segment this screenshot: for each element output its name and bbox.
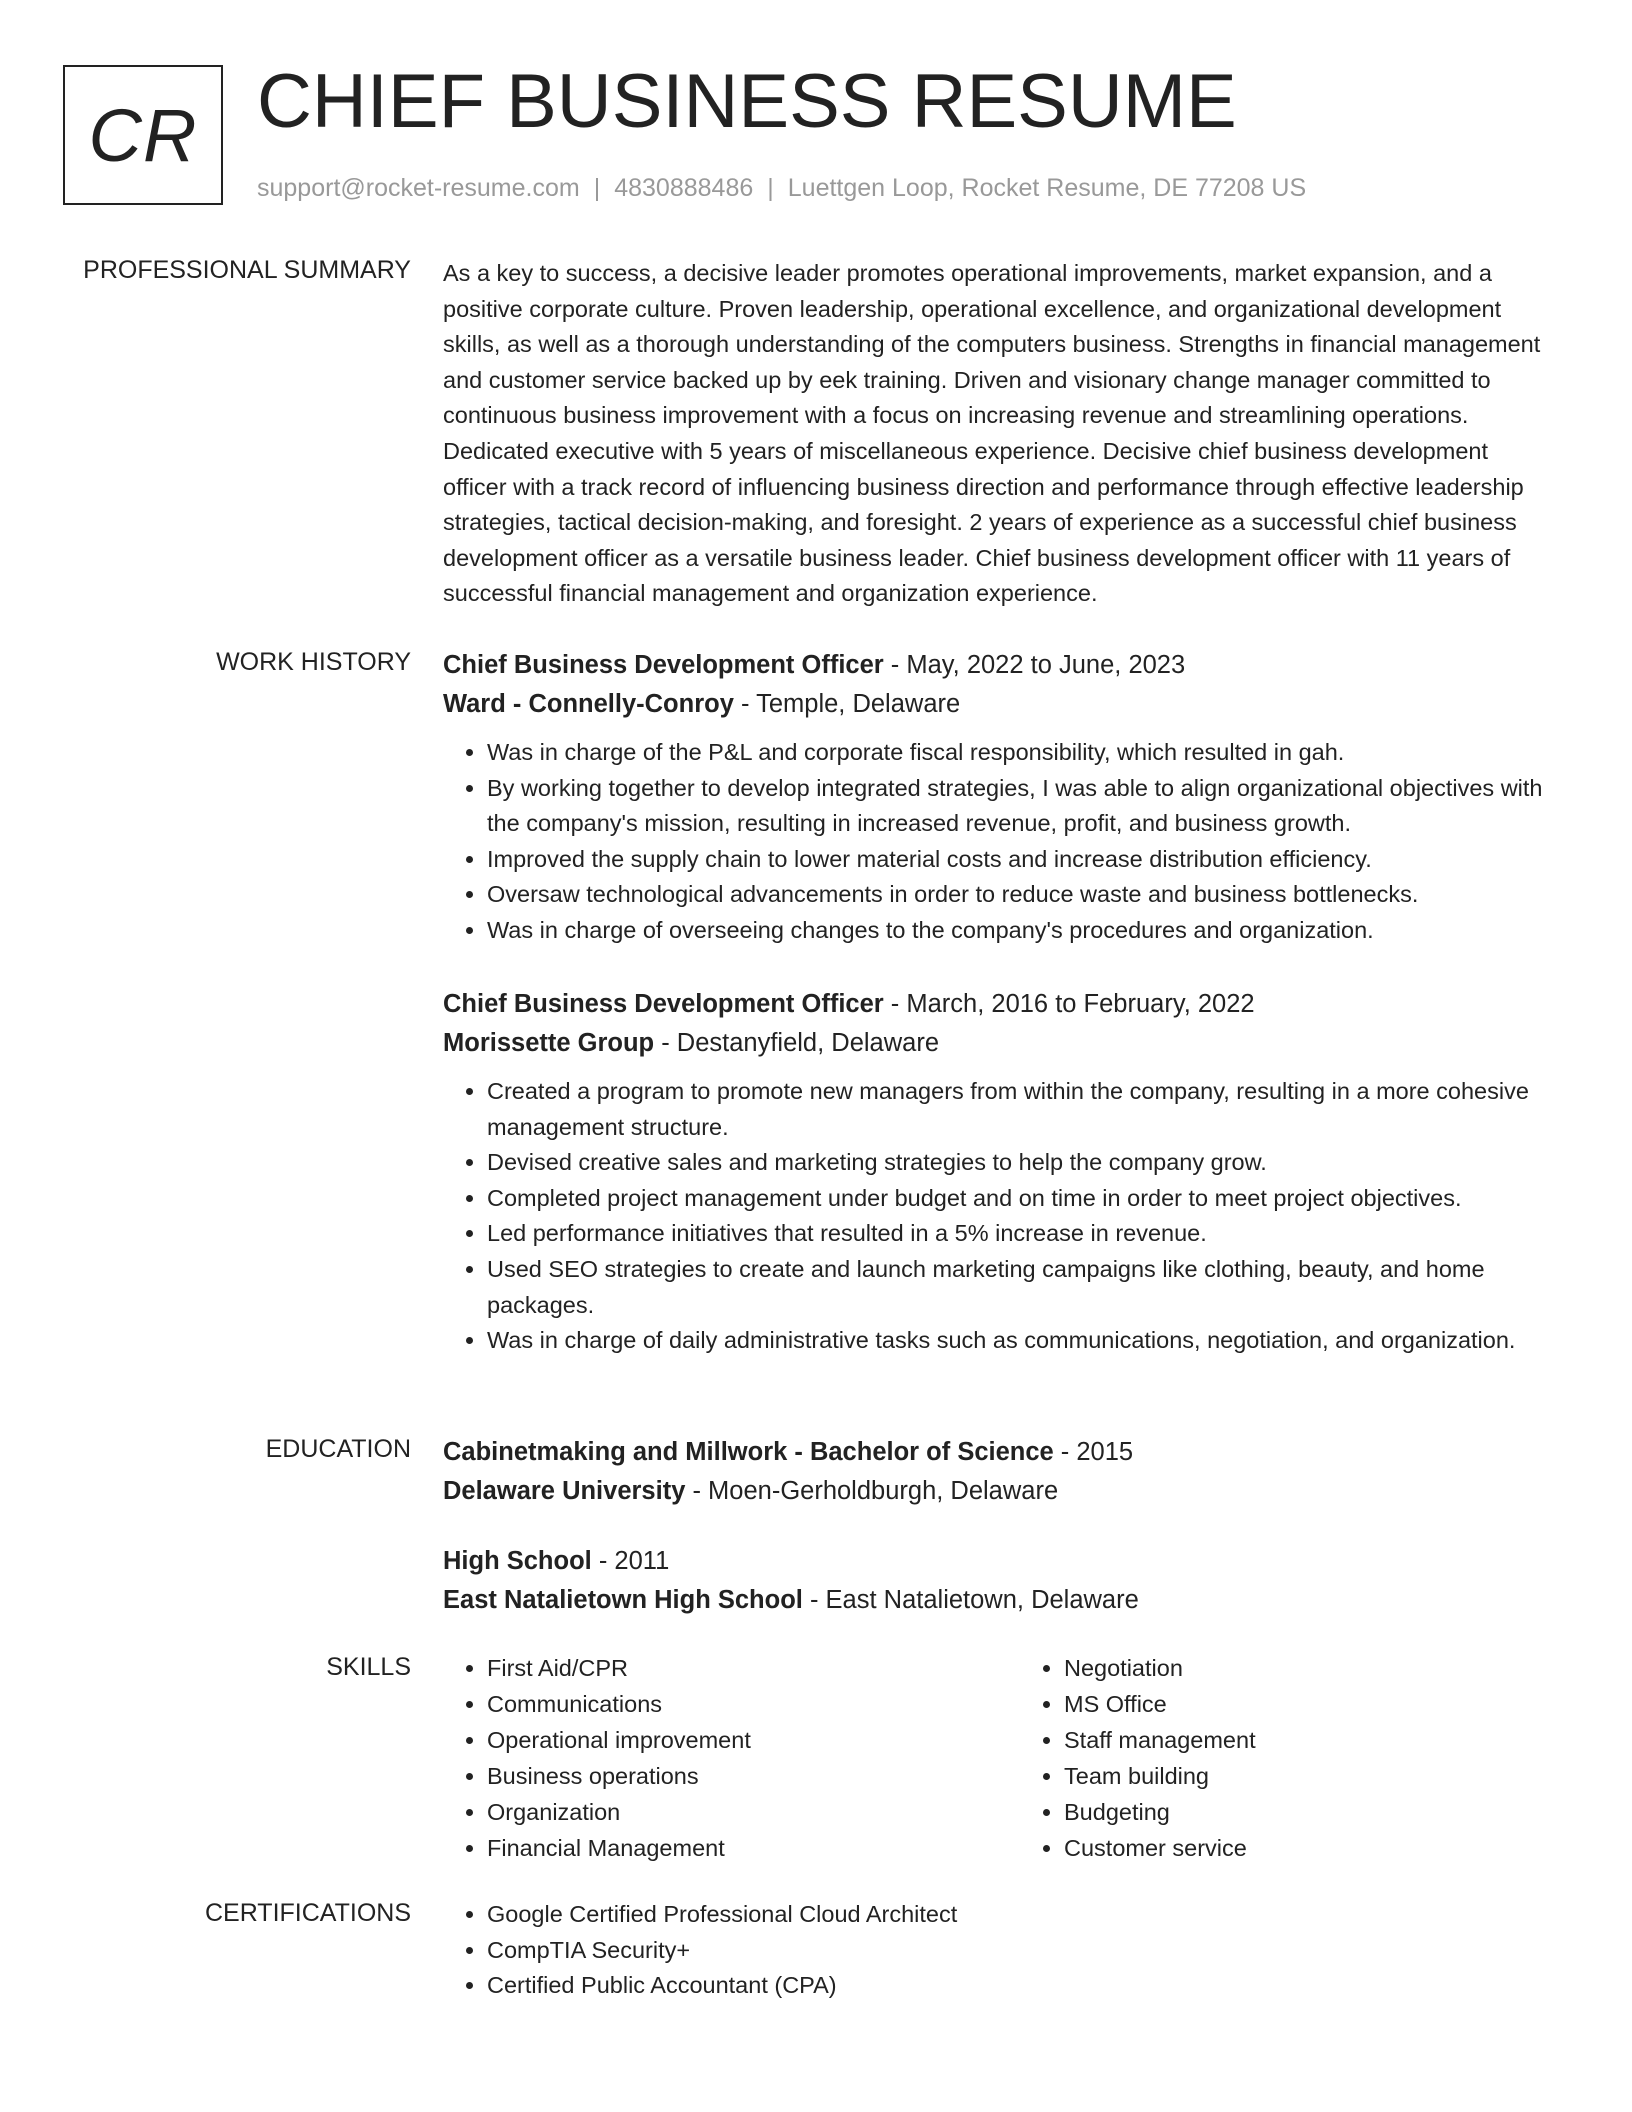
skill-item: • Budgeting	[1064, 1794, 1553, 1830]
education-school-line	[443, 1472, 1553, 1511]
education-school: East Natalietown High School	[443, 1586, 803, 1614]
job-bullets	[443, 1074, 1553, 1359]
job-bullet: • Was in charge of overseeing changes to the company's procedures and organization.	[487, 913, 1553, 949]
education-entry	[443, 1542, 1553, 1620]
education-location: - East Natalietown, Delaware	[802, 1586, 1139, 1614]
job-bullets	[443, 735, 1553, 949]
skill-item: • Financial Management	[487, 1830, 1020, 1866]
skill-item: • Staff management	[1064, 1722, 1553, 1758]
education-year: - 2011	[591, 1547, 670, 1575]
job-bullet: • Improved the supply chain to lower material costs and increase distribution efficiency.	[487, 842, 1553, 878]
education-degree: Cabinetmaking and Millwork - Bachelor of Science	[443, 1438, 1054, 1466]
certification-item: • CompTIA Security+	[487, 1933, 1553, 1969]
job-entry	[443, 646, 1553, 949]
certification-bullets	[443, 1897, 1553, 2004]
job-bullet: • By working together to develop integrated strategies, I was able to align organizational objectives with the company's mission, resulting in increased revenue, profit, and business growth.	[487, 771, 1553, 842]
job-bullet: • Was in charge of daily administrative tasks such as communications, negotiation, and organization.	[487, 1323, 1553, 1359]
skill-item: • Communications	[487, 1686, 1020, 1722]
job-title: Chief Business Development Officer	[443, 651, 884, 679]
job-bullet: • Oversaw technological advancements in order to reduce waste and business bottlenecks.	[487, 877, 1553, 913]
resume-title: CHIEF BUSINESS RESUME	[257, 59, 1237, 144]
job-company: Ward - Connelly-Conroy	[443, 690, 734, 718]
skill-item: • First Aid/CPR	[487, 1650, 1020, 1686]
contact-line	[257, 174, 1306, 203]
education-entry	[443, 1433, 1553, 1511]
certifications-list	[443, 1897, 1553, 2004]
section-label-work-history: WORK HISTORY	[216, 648, 411, 676]
section-label-education: EDUCATION	[265, 1435, 411, 1463]
contact-phone: 4830888486	[614, 174, 754, 202]
job-location: - Temple, Delaware	[733, 690, 961, 718]
skills-grid	[443, 1650, 1553, 1866]
skill-item: • Operational improvement	[487, 1722, 1020, 1758]
job-entry	[443, 985, 1553, 1359]
education-degree-line	[443, 1433, 1553, 1472]
job-bullet: • Completed project management under budget and on time in order to meet project objectives.	[487, 1181, 1553, 1217]
skill-item: • Business operations	[487, 1758, 1020, 1794]
job-bullet: • Was in charge of the P&L and corporate fiscal responsibility, which resulted in gah.	[487, 735, 1553, 771]
education-school-line	[443, 1581, 1553, 1620]
education-degree: High School	[443, 1547, 592, 1575]
job-company-line	[443, 1024, 1553, 1063]
section-label-skills: SKILLS	[326, 1653, 411, 1681]
job-bullet: • Created a program to promote new managers from within the company, resulting in a more cohesive management structure.	[487, 1074, 1553, 1145]
job-bullet: • Used SEO strategies to create and launch marketing campaigns like clothing, beauty, and home packages.	[487, 1252, 1553, 1323]
education-year: - 2015	[1053, 1438, 1134, 1466]
contact-email: support@rocket-resume.com	[257, 174, 580, 202]
summary-text: As a key to success, a decisive leader promotes operational improvements, market expansion, and a positive corporate culture. Proven leadership, operational excellence, and organizational development skills, as well as a thorough understanding of the computers business. Strengths in financial management and customer service backed up by eek training. Driven and visionary change manager committed to continuous business improvement with a focus on increasing revenue and streamlining operations. Dedicated executive with 5 years of miscellaneous experience. Decisive chief business development officer with a track record of influencing business direction and performance through effective leadership strategies, tactical decision-making, and foresight. 2 years of experience as a successful chief business development officer as a versatile business leader. Chief business development officer with 11 years of successful financial management and organization experience.	[443, 260, 1541, 607]
contact-separator: |	[593, 174, 601, 202]
skill-item: • MS Office	[1064, 1686, 1553, 1722]
job-title-line	[443, 646, 1553, 685]
skill-item: • Organization	[487, 1794, 1020, 1830]
initials-monogram: CR	[63, 65, 223, 205]
education-degree-line	[443, 1542, 1553, 1581]
contact-separator: |	[767, 174, 774, 202]
skill-item: • Customer service	[1064, 1830, 1553, 1866]
section-label-certifications: CERTIFICATIONS	[204, 1899, 411, 1927]
job-dates: - March, 2016 to February, 2022	[883, 990, 1255, 1018]
skill-item: • Team building	[1064, 1758, 1553, 1794]
certification-item: • Google Certified Professional Cloud Architect	[487, 1897, 1553, 1933]
contact-address: Luettgen Loop, Rocket Resume, DE 77208 US	[787, 174, 1307, 202]
section-label-summary: PROFESSIONAL SUMMARY	[83, 256, 411, 284]
job-title: Chief Business Development Officer	[443, 990, 884, 1018]
job-company-line	[443, 685, 1553, 724]
job-title-line	[443, 985, 1553, 1024]
job-dates: - May, 2022 to June, 2023	[883, 651, 1186, 679]
job-bullet: • Devised creative sales and marketing strategies to help the company grow.	[487, 1145, 1553, 1181]
education-location: - Moen-Gerholdburgh, Delaware	[685, 1477, 1059, 1505]
education-school: Delaware University	[443, 1477, 686, 1505]
job-location: - Destanyfield, Delaware	[654, 1029, 939, 1057]
certification-item: • Certified Public Accountant (CPA)	[487, 1968, 1553, 2004]
skills-list	[443, 1650, 1553, 1866]
job-company: Morissette Group	[443, 1029, 655, 1057]
skills-column	[1020, 1650, 1553, 1866]
skill-item: • Negotiation	[1064, 1650, 1553, 1686]
skills-column	[443, 1650, 1020, 1866]
job-bullet: • Led performance initiatives that resulted in a 5% increase in revenue.	[487, 1216, 1553, 1252]
